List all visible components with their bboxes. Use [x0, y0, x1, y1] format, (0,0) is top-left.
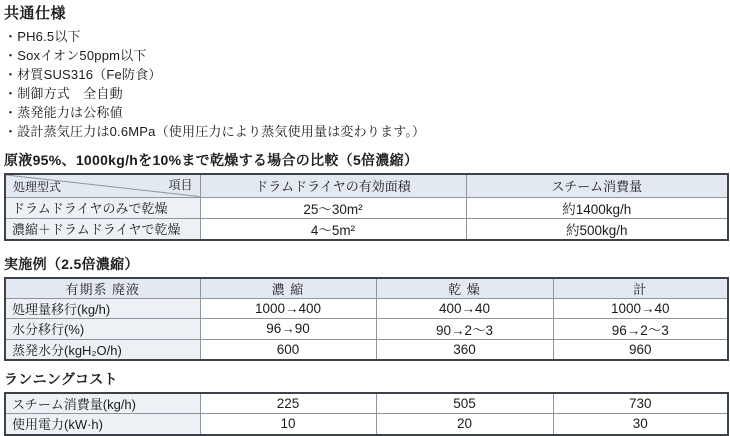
spec-item: ・設計蒸気圧力は0.6MPa（使用圧力により蒸気使用量は変わります。） [4, 124, 426, 139]
table-row [5, 197, 728, 218]
data-cell: 360 [376, 339, 553, 360]
row-label: 蒸発水分(kgH₂O/h) [5, 339, 200, 360]
running-cost-title: ランニングコスト [4, 370, 118, 387]
data-cell: 600 [200, 339, 376, 360]
spec-item: ・材質SUS316（Fe防食） [4, 67, 162, 82]
data-cell: 25～30m² [200, 197, 466, 218]
data-cell: 約1400kg/h [466, 197, 728, 218]
column-header: 乾 燥 [376, 278, 553, 299]
table-row [5, 414, 728, 435]
data-cell: 20 [376, 414, 553, 435]
corner-cell [5, 174, 200, 197]
data-cell: 505 [376, 393, 553, 414]
data-cell: 10 [200, 414, 376, 435]
example-table [4, 277, 729, 361]
data-cell: 730 [553, 393, 728, 414]
spec-item: ・Soxイオン50ppm以下 [4, 48, 147, 63]
data-cell: 90→2～3 [376, 318, 553, 339]
table-row [5, 318, 728, 339]
common-spec-list [4, 27, 727, 141]
table-row [5, 393, 728, 414]
data-cell: 400→40 [376, 298, 553, 318]
data-cell: 4～5m² [200, 218, 466, 240]
table-row [5, 218, 728, 240]
running-cost-table [4, 392, 729, 436]
data-cell: 1000→40 [553, 298, 728, 318]
corner-label-type: 処理型式 [13, 179, 62, 194]
column-header: ドラムドライヤの有効面積 [200, 174, 466, 197]
column-header: 計 [553, 278, 728, 299]
spec-item: ・PH6.5以下 [4, 29, 81, 44]
spec-item: ・制御方式 全自動 [4, 86, 123, 101]
example-header-row [5, 278, 728, 299]
data-cell: 30 [553, 414, 728, 435]
table-row [5, 298, 728, 318]
spec-item: ・蒸発能力は公称値 [4, 105, 123, 120]
data-cell: 960 [553, 339, 728, 360]
comparison-header-row [5, 174, 728, 197]
data-cell: 96→2～3 [553, 318, 728, 339]
corner-cell: 有期系 廃液 [5, 278, 200, 299]
comparison-table [4, 173, 729, 241]
data-cell: 1000→400 [200, 298, 376, 318]
data-cell: 96→90 [200, 318, 376, 339]
row-label: 水分移行(%) [5, 318, 200, 339]
row-label: 処理量移行(kg/h) [5, 298, 200, 318]
row-label: 濃縮＋ドラムドライヤで乾燥 [5, 218, 200, 240]
column-header: スチーム消費量 [466, 174, 728, 197]
data-cell: 約500kg/h [466, 218, 728, 240]
common-spec-title: 共通仕様 [4, 5, 67, 22]
row-label: ドラムドライヤのみで乾燥 [5, 197, 200, 218]
row-label: 使用電力(kW·h) [5, 414, 200, 435]
table-row [5, 339, 728, 360]
comparison-title: 原液95%、1000kg/hを10%まで乾燥する場合の比較（5倍濃縮） [4, 152, 419, 168]
row-label: スチーム消費量(kg/h) [5, 393, 200, 414]
data-cell: 225 [200, 393, 376, 414]
column-header: 濃 縮 [200, 278, 376, 299]
example-title: 実施例（2.5倍濃縮） [4, 255, 139, 272]
corner-label-item: 項目 [168, 178, 193, 192]
